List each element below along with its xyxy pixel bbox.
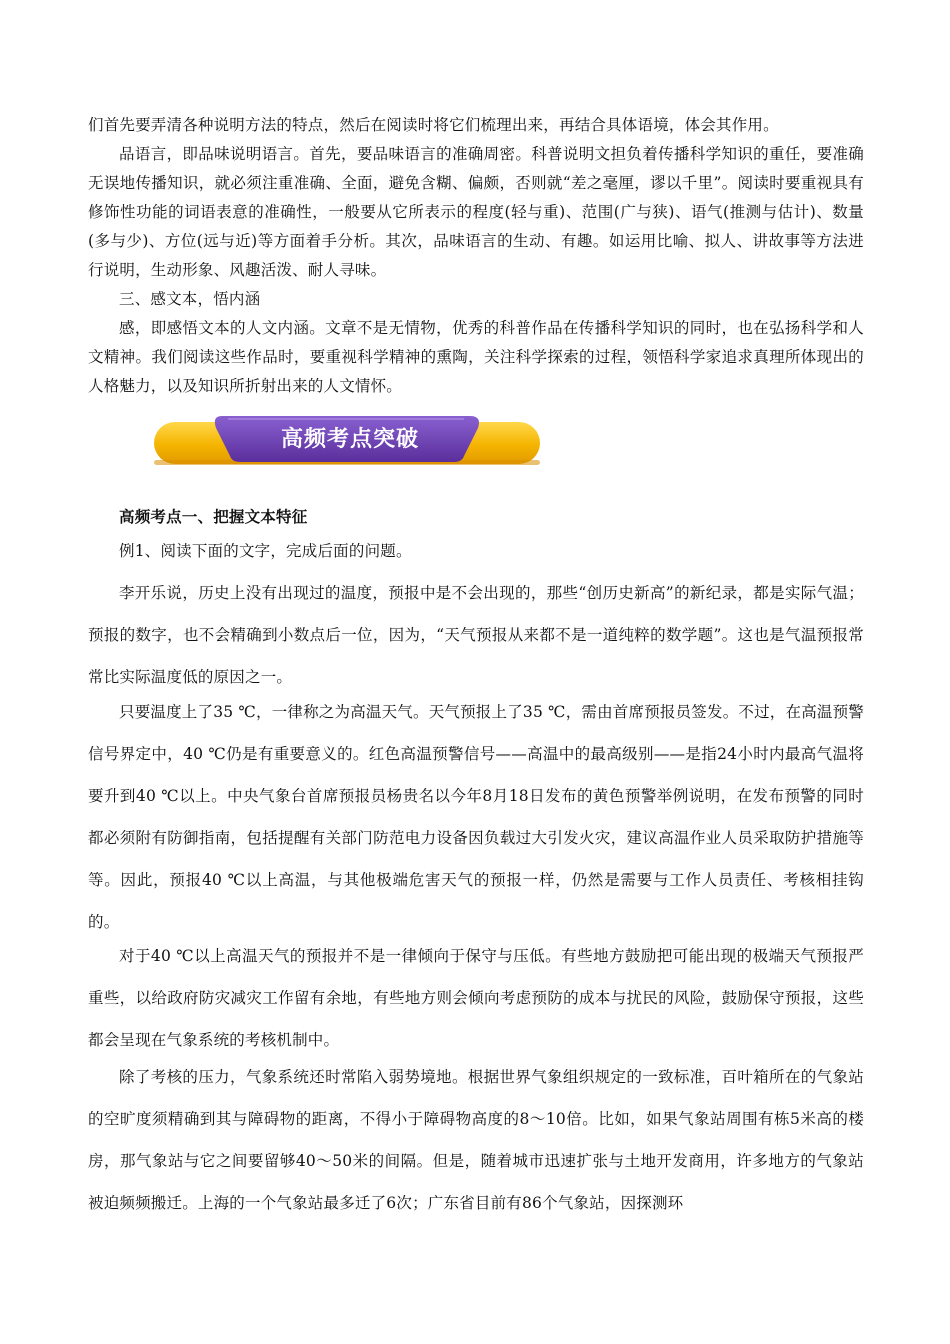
- article-paragraph-3: 对于40 ℃以上高温天气的预报并不是一律倾向于保守与压低。有些地方鼓励把可能出现的极端天气预报严重些，以给政府防灾减灾工作留有余地，有些地方则会倾向考虑预防的成本与扰民的风险，鼓励保守预报，这些都会呈现在气象系统的考核机制中。: [88, 947, 864, 1049]
- section-banner: [152, 412, 542, 468]
- article-paragraph-2: 只要温度上了35 ℃，一律称之为高温天气。天气预报上了35 ℃，需由首席预报员签发。不过，在高温预警信号界定中，40 ℃仍是有重要意义的。红色高温预警信号——高温中的最高级别——是指24小时内最高气温将要升到40 ℃以上。中央气象台首席预报员杨贵名以今年8月18日发布的黄色预警举例说明，在发布预警的同时都必须附有防御指南，包括提醒有关部门防范电力设备因负载过大引发火灾，建议高温作业人员采取防护措施等等。因此，预报40 ℃以上高温，与其他极端危害天气的预报一样，仍然是需要与工作人员责任、考核相挂钩的。: [88, 703, 864, 931]
- article-paragraph-1: 李开乐说，历史上没有出现过的温度，预报中是不会出现的，那些“创历史新高”的新纪录，都是实际气温；预报的数字，也不会精确到小数点后一位，因为，“天气预报从来都不是一道纯粹的数学题”。这也是气温预报常常比实际温度低的原因之一。: [88, 584, 864, 686]
- section-heading: 高频考点一、把握文本特征: [119, 508, 308, 526]
- banner-title: 高频考点突破: [280, 427, 419, 452]
- paragraph-language: 品语言，即品味说明语言。首先，要品味语言的准确周密。科普说明文担负着传播科学知识的重任，要准确无误地传播知识，就必须注重准确、全面，避免含糊、偏颇，否则就“差之毫厘，谬以千里”。阅读时要重视具有修饰性功能的词语表意的准确性，一般要从它所表示的程度(轻与重)、范围(广与狭)、语气(推测与估计)、数量(多与少)、方位(远与近)等方面着手分析。其次，品味语言的生动、有趣。如运用比喻、拟人、讲故事等方法进行说明，生动形象、风趣活泼、耐人寻味。: [88, 145, 864, 279]
- subheading-feel-text: 三、感文本，悟内涵: [119, 290, 261, 308]
- paragraph-methods-end: 们首先要弄清各种说明方法的特点，然后在阅读时将它们梳理出来，再结合具体语境，体会其作用。: [88, 116, 779, 134]
- article-paragraph-4: 除了考核的压力，气象系统还时常陷入弱势境地。根据世界气象组织规定的一致标准，百叶箱所在的气象站的空旷度须精确到其与障碍物的距离，不得小于障碍物高度的8～10倍。比如，如果气象站周围有栋5米高的楼房，那气象站与它之间要留够40～50米的间隔。但是，随着城市迅速扩张与土地开发商用，许多地方的气象站被迫频频搬迁。上海的一个气象站最多迁了6次；广东省目前有86个气象站，因探测环: [88, 1068, 864, 1212]
- example-intro: 例1、阅读下面的文字，完成后面的问题。: [119, 542, 412, 560]
- paragraph-humanistic: 感，即感悟文本的人文内涵。文章不是无情物，优秀的科普作品在传播科学知识的同时，也在弘扬科学和人文精神。我们阅读这些作品时，要重视科学精神的熏陶，关注科学探索的过程，领悟科学家追求真理所体现出的人格魅力，以及知识所折射出来的人文情怀。: [88, 319, 864, 395]
